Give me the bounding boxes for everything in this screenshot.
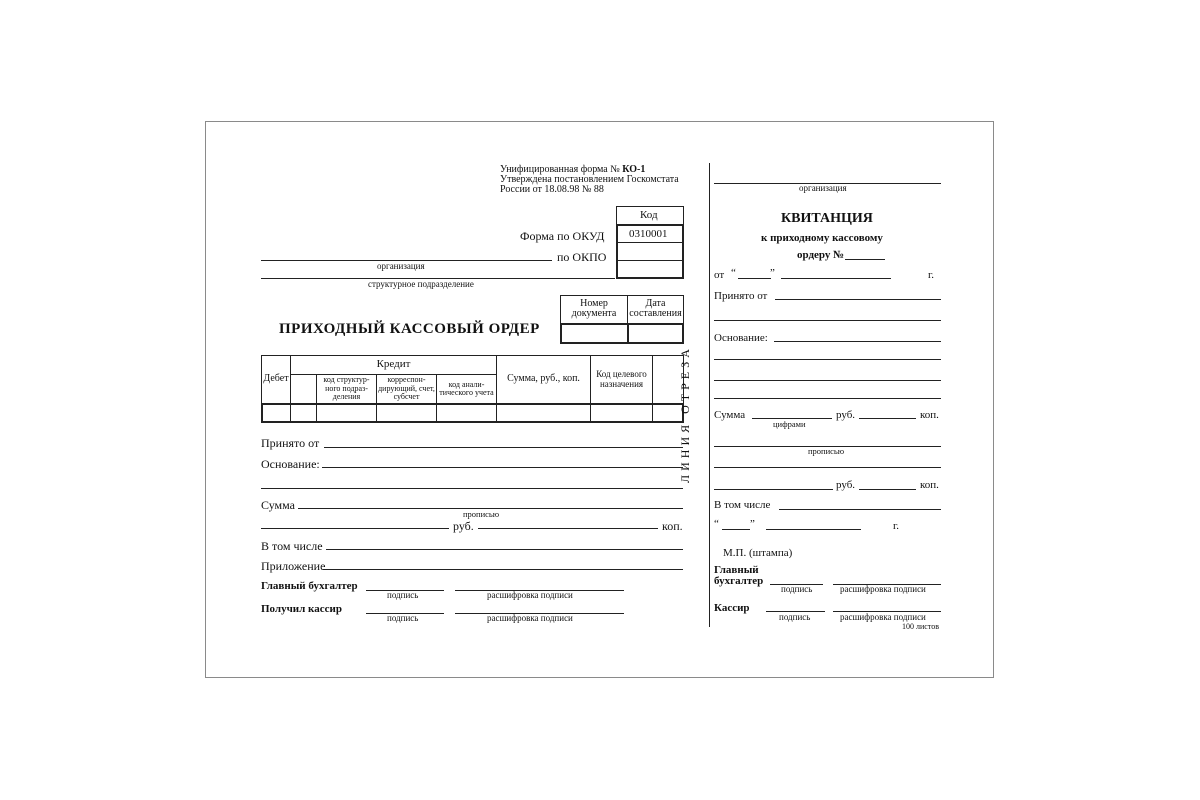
form-code-line: Унифицированная форма № КО-1	[500, 164, 646, 175]
signature-decode-caption: расшифровка подписи	[840, 612, 926, 622]
received-from-label: Принято от	[261, 436, 320, 450]
basis-field[interactable]	[322, 467, 683, 468]
amount-header: Сумма, руб., коп.	[507, 373, 580, 385]
receipt-cashier-label: Кассир	[714, 602, 750, 614]
order-title: ПРИХОДНЫЙ КАССОВЫЙ ОРДЕР	[279, 321, 540, 337]
kop-label: коп.	[662, 519, 683, 533]
signature-caption: подпись	[387, 613, 419, 623]
okpo-value-field[interactable]	[616, 260, 684, 279]
basis-field-2[interactable]	[261, 488, 683, 489]
quote-open: “	[714, 518, 719, 530]
divider	[627, 323, 629, 344]
approval-date-line: России от 18.08.98 № 88	[500, 184, 604, 195]
approval-line: Утверждена постановлением Госкомстата	[500, 174, 679, 185]
signature-decode-caption: расшифровка подписи	[487, 590, 573, 600]
quote-close: ”	[750, 518, 755, 530]
receipt-received-from-field[interactable]	[775, 299, 941, 300]
signature-decode-caption: расшифровка подписи	[487, 613, 573, 623]
code-header: Код	[640, 209, 658, 221]
receipt-kop-label: коп.	[920, 409, 939, 421]
receipt-year-label-2: г.	[893, 520, 900, 532]
received-from-field[interactable]	[324, 447, 683, 448]
doc-number-field[interactable]	[562, 325, 626, 342]
receipt-kop-label-2: коп.	[920, 479, 939, 491]
okpo-label: по ОКПО	[557, 250, 607, 264]
receipt-year-label: г.	[928, 269, 935, 281]
signature-caption: подпись	[779, 612, 811, 622]
receipt-subtitle: к приходному кассовому	[761, 232, 883, 244]
receipt-basis-label: Основание:	[714, 332, 768, 344]
receipt-basis-field-2[interactable]	[714, 359, 941, 360]
signature-caption: подпись	[781, 584, 813, 594]
receipt-kop-field-2[interactable]	[859, 489, 916, 490]
quote-close: ”	[770, 267, 775, 279]
analytic-code-header: код анали-тического учета	[439, 379, 494, 397]
credit-header: Кредит	[376, 358, 411, 371]
divider	[617, 242, 683, 243]
receipt-received-from-field-2[interactable]	[714, 320, 941, 321]
accounting-values-row[interactable]	[261, 403, 684, 423]
receipt-day-field-2[interactable]	[722, 529, 750, 530]
sum-rub-field[interactable]	[261, 528, 449, 529]
receipt-chief-label-2: бухгалтер	[714, 575, 764, 587]
sum-kop-field[interactable]	[478, 528, 658, 529]
receipt-basis-field[interactable]	[774, 341, 941, 342]
cut-line[interactable]	[709, 163, 710, 627]
doc-date-field[interactable]	[630, 325, 682, 342]
attachment-label: Приложение	[261, 559, 326, 573]
receipt-sum-label: Сумма	[714, 409, 746, 421]
digits-caption: цифрами	[773, 419, 806, 429]
receipt-month-field[interactable]	[781, 278, 891, 279]
quote-open: “	[731, 267, 736, 279]
basis-label: Основание:	[261, 457, 320, 471]
receipt-including-label: В том числе	[714, 499, 771, 511]
subdivision-code-header: код структур-ного подраз-деления	[323, 375, 370, 402]
stamp-label: М.П. (штампа)	[723, 547, 793, 559]
attachment-field[interactable]	[323, 569, 683, 570]
receipt-in-words-caption: прописью	[808, 446, 845, 456]
corresponding-account-header: корреспон-дирующий, счет, субсчет	[378, 375, 435, 402]
debit-header: Дебет	[263, 373, 289, 385]
subdivision-caption: структурное подразделение	[368, 279, 474, 289]
doc-number-header: Номер документа	[571, 297, 617, 319]
rub-label: руб.	[453, 519, 474, 533]
receipt-including-field[interactable]	[779, 509, 941, 510]
receipt-day-field[interactable]	[738, 278, 771, 279]
receipt-sum-words-field-2[interactable]	[714, 467, 941, 468]
sum-label: Сумма	[261, 498, 295, 512]
received-cashier-label: Получил кассир	[261, 603, 342, 615]
receipt-organization-caption: организация	[799, 183, 847, 193]
signature-caption: подпись	[387, 590, 419, 600]
organization-caption: организация	[377, 261, 425, 271]
receipt-order-number-field[interactable]	[845, 259, 885, 260]
including-label: В том числе	[261, 539, 323, 553]
receipt-order-number-label: ордеру №	[797, 249, 845, 261]
in-words-caption: прописью	[463, 509, 500, 519]
receipt-sum-words-field-3[interactable]	[714, 489, 833, 490]
receipt-received-from-label: Принято от	[714, 290, 768, 302]
chief-accountant-label: Главный бухгалтер	[261, 580, 358, 592]
including-field[interactable]	[326, 549, 683, 550]
receipt-title: КВИТАНЦИЯ	[781, 211, 873, 226]
okud-label: Форма по ОКУД	[520, 229, 605, 243]
receipt-rub-label: руб.	[836, 409, 856, 421]
signature-decode-caption: расшифровка подписи	[840, 584, 926, 594]
okud-value[interactable]: 0310001	[629, 228, 668, 240]
doc-date-header: Дата составления	[629, 297, 682, 319]
receipt-basis-field-4[interactable]	[714, 398, 941, 399]
sheets-count: 100 листов	[902, 622, 939, 631]
receipt-kop-field[interactable]	[859, 418, 916, 419]
receipt-basis-field-3[interactable]	[714, 380, 941, 381]
receipt-month-field-2[interactable]	[766, 529, 861, 530]
receipt-chief-label-1: Главный	[714, 564, 759, 576]
receipt-from-label: от	[714, 269, 725, 281]
receipt-rub-label-2: руб.	[836, 479, 856, 491]
purpose-code-header: Код целевого назначения	[596, 369, 647, 389]
